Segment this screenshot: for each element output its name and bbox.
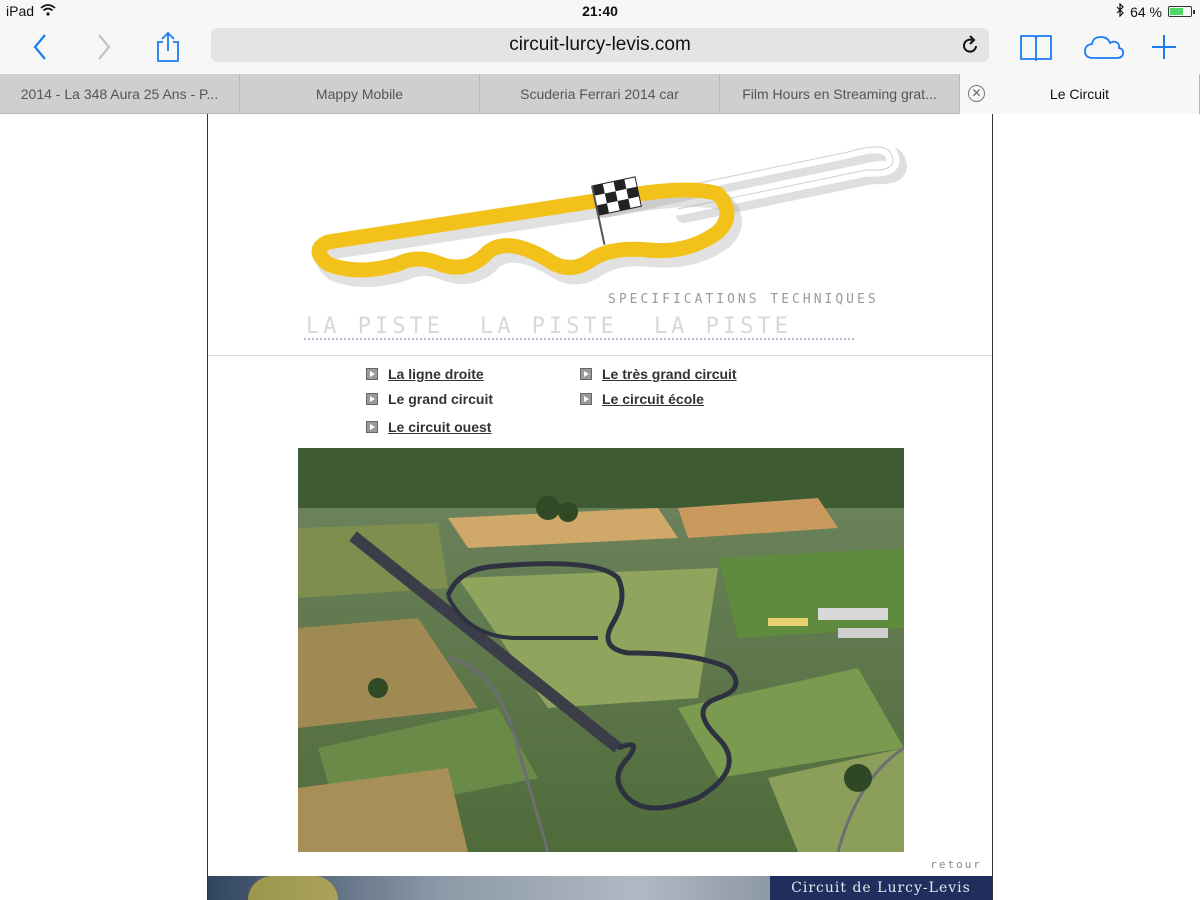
cloud-icon: [1083, 34, 1125, 60]
battery-percent: 64 %: [1130, 3, 1162, 20]
piste-word: LA PISTE: [653, 314, 792, 339]
piste-words: [306, 314, 792, 339]
tab-title: Film Hours en Streaming grat...: [742, 86, 937, 102]
share-icon: [155, 31, 181, 63]
track-logo: [208, 114, 992, 356]
close-tab-icon[interactable]: ✕: [968, 85, 985, 102]
footer-title: Circuit de Lurcy-Levis: [770, 876, 992, 900]
arrow-bullet-icon: [366, 421, 378, 433]
banner-decoration: [248, 876, 338, 900]
content-frame: [207, 114, 993, 900]
tab-active[interactable]: [960, 74, 1200, 114]
tab-title: Scuderia Ferrari 2014 car: [520, 86, 679, 102]
link-circuit-ouest[interactable]: [366, 419, 491, 435]
tab-title: Mappy Mobile: [315, 86, 404, 102]
link-grand-circuit[interactable]: [366, 391, 493, 407]
browser-toolbar: [0, 24, 1200, 74]
link-circuit-ecole[interactable]: [580, 391, 704, 407]
bluetooth-icon: [1116, 3, 1124, 20]
book-icon: [1019, 33, 1053, 61]
web-page: [0, 114, 1200, 900]
retour-link[interactable]: retour: [930, 858, 982, 871]
link-label: La ligne droite: [388, 366, 484, 382]
new-tab-button[interactable]: [1144, 30, 1184, 64]
tab-3[interactable]: [480, 74, 720, 114]
dotted-divider: [304, 338, 854, 340]
link-ligne-droite[interactable]: [366, 366, 484, 382]
back-button[interactable]: [20, 30, 60, 64]
icloud-tabs-button[interactable]: [1082, 30, 1126, 64]
arrow-bullet-icon: [580, 393, 592, 405]
link-label: Le grand circuit: [388, 391, 494, 407]
share-button[interactable]: [148, 30, 188, 64]
piste-word: LA PISTE: [479, 314, 618, 339]
tab-title: 2014 - La 348 Aura 25 Ans - P...: [20, 86, 219, 102]
arrow-bullet-icon: [580, 368, 592, 380]
tab-title: Le Circuit: [1049, 86, 1110, 102]
piste-word: LA PISTE: [306, 314, 444, 339]
spec-heading: SPECIFICATIONS TECHNIQUES: [608, 292, 879, 307]
tab-1[interactable]: [0, 74, 240, 114]
address-bar[interactable]: [211, 28, 989, 62]
arrow-bullet-icon: [366, 368, 378, 380]
circuit-links: [366, 366, 806, 438]
reload-icon[interactable]: [961, 35, 979, 61]
plus-icon: [1150, 33, 1178, 61]
clock: 21:40: [582, 3, 618, 19]
chevron-left-icon: [32, 33, 48, 61]
aerial-photo: [298, 448, 904, 852]
status-bar: [0, 0, 1200, 24]
link-label: Le circuit ouest: [388, 419, 492, 435]
tab-bar: [0, 74, 1200, 114]
url-text: circuit-lurcy-levis.com: [509, 34, 691, 55]
tab-2[interactable]: [240, 74, 480, 114]
tab-4[interactable]: [720, 74, 960, 114]
battery-icon: [1168, 6, 1192, 17]
link-label: Le circuit école: [602, 391, 704, 407]
device-label: iPad: [6, 3, 35, 19]
chevron-right-icon: [96, 33, 112, 61]
forward-button[interactable]: [84, 30, 124, 64]
footer-banner: [208, 876, 992, 900]
arrow-bullet-icon: [366, 393, 378, 405]
link-tres-grand-circuit[interactable]: [580, 366, 737, 382]
link-label: Le très grand circuit: [602, 366, 737, 382]
bookmarks-button[interactable]: [1016, 30, 1056, 64]
